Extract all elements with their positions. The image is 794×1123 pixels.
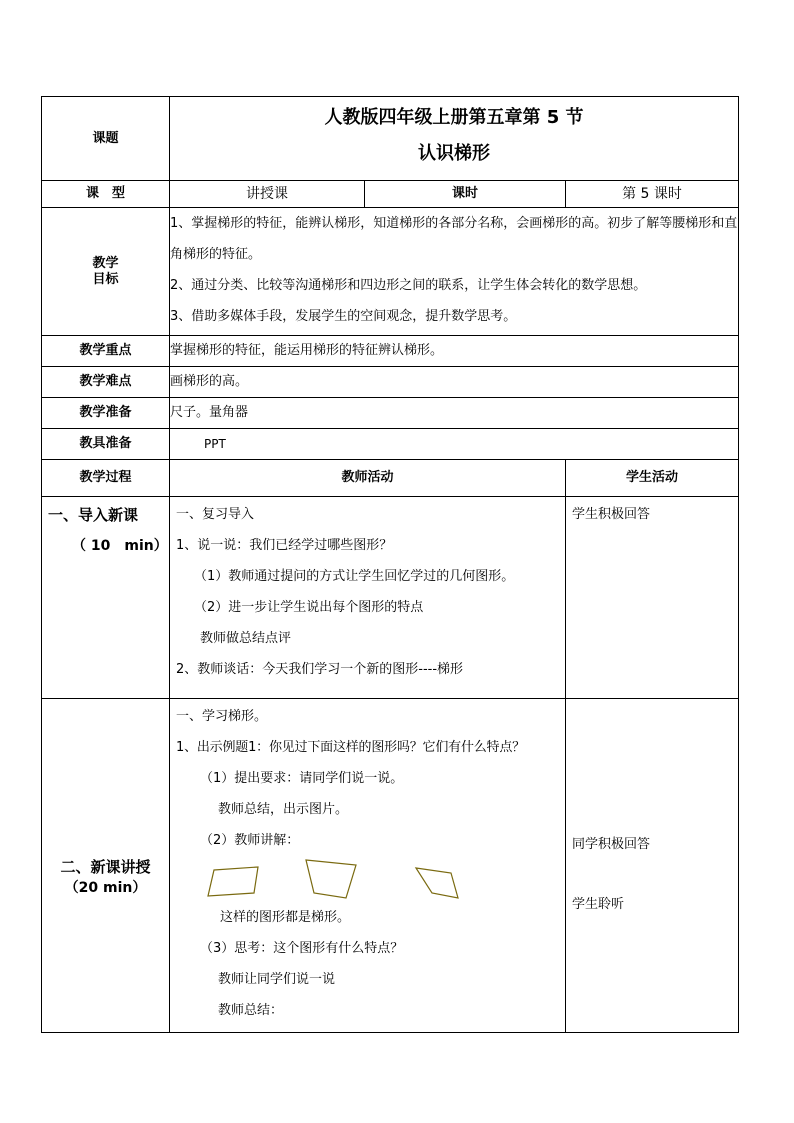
teacher-line: （1）教师通过提问的方式让学生回忆学过的几何图形。 [194, 569, 515, 584]
teacher-line: 一、复习导入 [176, 507, 255, 522]
section-intro-student [566, 497, 739, 699]
course-row [42, 97, 739, 181]
student-response: 同学积极回答 [572, 837, 651, 852]
key-points-label: 教学重点 [42, 336, 170, 367]
objective-item: 2、通过分类、比较等沟通梯形和四边形之间的联系，让学生体会转化的数学思想。 [170, 278, 647, 293]
objective-item: 3、借助多媒体手段，发展学生的空间观念，提升数学思考。 [170, 309, 517, 324]
teacher-line: 教师做总结点评 [200, 631, 292, 646]
objectives-content [170, 208, 739, 336]
type-label: 课 型 [42, 181, 170, 208]
key-points-row [42, 336, 739, 367]
course-subtitle: 认识梯形 [418, 142, 490, 164]
difficulties-label: 教学难点 [42, 367, 170, 398]
student-response: 学生积极回答 [572, 507, 651, 522]
meta-row [42, 181, 739, 208]
period-label: 课时 [365, 181, 566, 208]
objectives-label-line2: 目标 [92, 271, 119, 287]
process-header-row [42, 460, 739, 497]
period-value: 第 5 课时 [566, 181, 739, 208]
student-response: 学生聆听 [572, 896, 625, 912]
teacher-line: 这样的图形都是梯形。 [220, 910, 351, 925]
section-intro-title: 一、导入新课 [48, 506, 139, 524]
tools-label: 教具准备 [42, 429, 170, 460]
section-new-title-cell [42, 699, 170, 1033]
type-value: 讲授课 [170, 181, 365, 208]
section-new-row [42, 699, 739, 1033]
section-new-title: 二、新课讲授 [60, 857, 151, 876]
teacher-line: 一、学习梯形。 [176, 709, 268, 724]
objectives-row [42, 208, 739, 336]
difficulties-value: 画梯形的高。 [170, 367, 739, 398]
trapezoid-figures [176, 852, 559, 904]
teacher-line: 2、教师谈话：今天我们学习一个新的图形----梯形 [176, 662, 464, 677]
section-new-student [566, 699, 739, 1033]
section-intro-row [42, 497, 739, 699]
preparation-label: 教学准备 [42, 398, 170, 429]
course-label: 课题 [42, 97, 170, 181]
teacher-line: 教师总结，出示图片。 [218, 802, 349, 817]
teacher-line: （2）进一步让学生说出每个图形的特点 [194, 600, 424, 615]
process-header: 教学过程 [42, 460, 170, 497]
key-points-value: 掌握梯形的特征，能运用梯形的特征辨认梯形。 [170, 336, 739, 367]
tools-value: PPT [170, 429, 739, 460]
trapezoid-figure-3 [416, 868, 458, 898]
teacher-line: （2）教师讲解： [200, 833, 300, 848]
teacher-line: 教师总结： [218, 1003, 284, 1018]
teacher-line: （3）思考：这个图形有什么特点？ [200, 941, 404, 956]
lesson-plan-table [41, 96, 739, 1033]
teacher-line: 教师让同学们说一说 [218, 972, 336, 987]
section-intro-title-cell [42, 497, 170, 699]
section-intro-time: （ 10 min） [72, 538, 168, 554]
preparation-value: 尺子。量角器 [170, 398, 739, 429]
objectives-label-line1: 教学 [92, 255, 119, 271]
section-new-time: （20 min） [64, 879, 147, 896]
teacher-activity-header: 教师活动 [170, 460, 566, 497]
preparation-row [42, 398, 739, 429]
objectives-label [42, 208, 170, 336]
trapezoid-figure-2 [306, 860, 356, 898]
student-activity-header: 学生活动 [566, 460, 739, 497]
teacher-line: 1、出示例题1：你见过下面这样的图形吗？它们有什么特点？ [176, 740, 525, 755]
tools-row [42, 429, 739, 460]
course-title-cell [170, 97, 739, 181]
difficulties-row [42, 367, 739, 398]
objective-item: 1、掌握梯形的特征，能辨认梯形，知道梯形的各部分名称，会画梯形的高。初步了解等腰梯形和直角梯形的特征。 [170, 216, 738, 262]
section-new-teacher [170, 699, 566, 1033]
trapezoid-figures-svg [176, 852, 516, 904]
teacher-line: 1、说一说：我们已经学过哪些图形？ [176, 538, 393, 553]
teacher-line: （1）提出要求：请同学们说一说。 [200, 771, 404, 786]
trapezoid-figure-1 [208, 867, 258, 896]
course-title: 人教版四年级上册第五章第 5 节 [324, 107, 584, 128]
section-intro-teacher [170, 497, 566, 699]
